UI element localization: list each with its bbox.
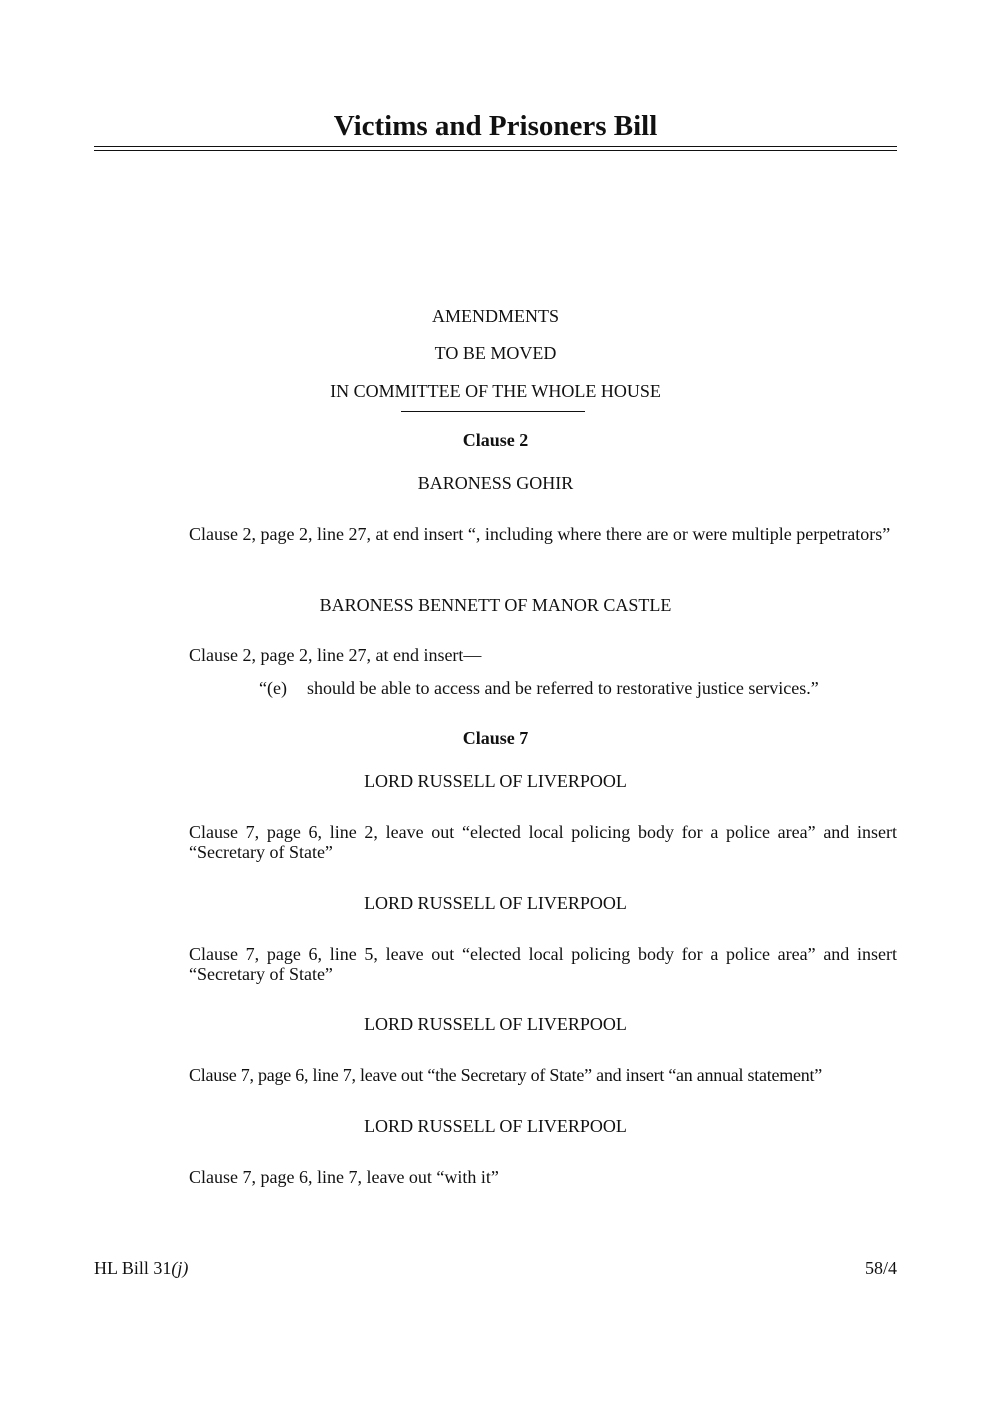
- amendment-text: Clause 7, page 6, line 7, leave out “the Secretary of State” and insert “an annual statement”: [189, 1065, 822, 1085]
- clause-heading: Clause 2: [462, 430, 529, 450]
- member-name: LORD RUSSELL OF LIVERPOOL: [364, 771, 627, 791]
- inserted-paragraph-text: should be able to access and be referred to restorative justice services.”: [307, 678, 819, 698]
- amendment-text: Clause 2, page 2, line 27, at end insert “, including where there are or were multiple perpetrators”: [189, 524, 891, 544]
- amendment-text: Clause 7, page 6, line 5, leave out “elected local policing body for a police area” and insert “Secretary of State”: [189, 944, 897, 984]
- clause-heading: Clause 7: [462, 728, 529, 748]
- inserted-paragraph: [259, 677, 899, 699]
- title-double-rule: [94, 146, 897, 151]
- page-title: Victims and Prisoners Bill: [333, 110, 658, 142]
- amendment-text: Clause 2, page 2, line 27, at end insert—: [189, 645, 482, 665]
- intro-divider: [401, 411, 585, 412]
- bill-number: HL Bill 31: [94, 1258, 172, 1278]
- member-name: LORD RUSSELL OF LIVERPOOL: [364, 893, 627, 913]
- inserted-paragraph-label: “(e): [259, 678, 287, 698]
- intro-committee: IN COMMITTEE OF THE WHOLE HOUSE: [330, 381, 661, 401]
- bill-suffix: (j): [171, 1258, 189, 1278]
- member-name: LORD RUSSELL OF LIVERPOOL: [364, 1014, 627, 1034]
- bill-reference: [94, 1257, 188, 1279]
- amendment-text: Clause 7, page 6, line 7, leave out “with it”: [189, 1167, 499, 1187]
- member-name: LORD RUSSELL OF LIVERPOOL: [364, 1116, 627, 1136]
- amendment-text: Clause 7, page 6, line 2, leave out “elected local policing body for a police area” and insert “Secretary of State”: [189, 822, 897, 862]
- page-reference: 58/4: [864, 1258, 897, 1278]
- member-name: BARONESS GOHIR: [417, 473, 574, 493]
- member-name: BARONESS BENNETT OF MANOR CASTLE: [319, 595, 672, 615]
- intro-to-be-moved: TO BE MOVED: [434, 343, 557, 363]
- intro-amendments: AMENDMENTS: [431, 306, 559, 326]
